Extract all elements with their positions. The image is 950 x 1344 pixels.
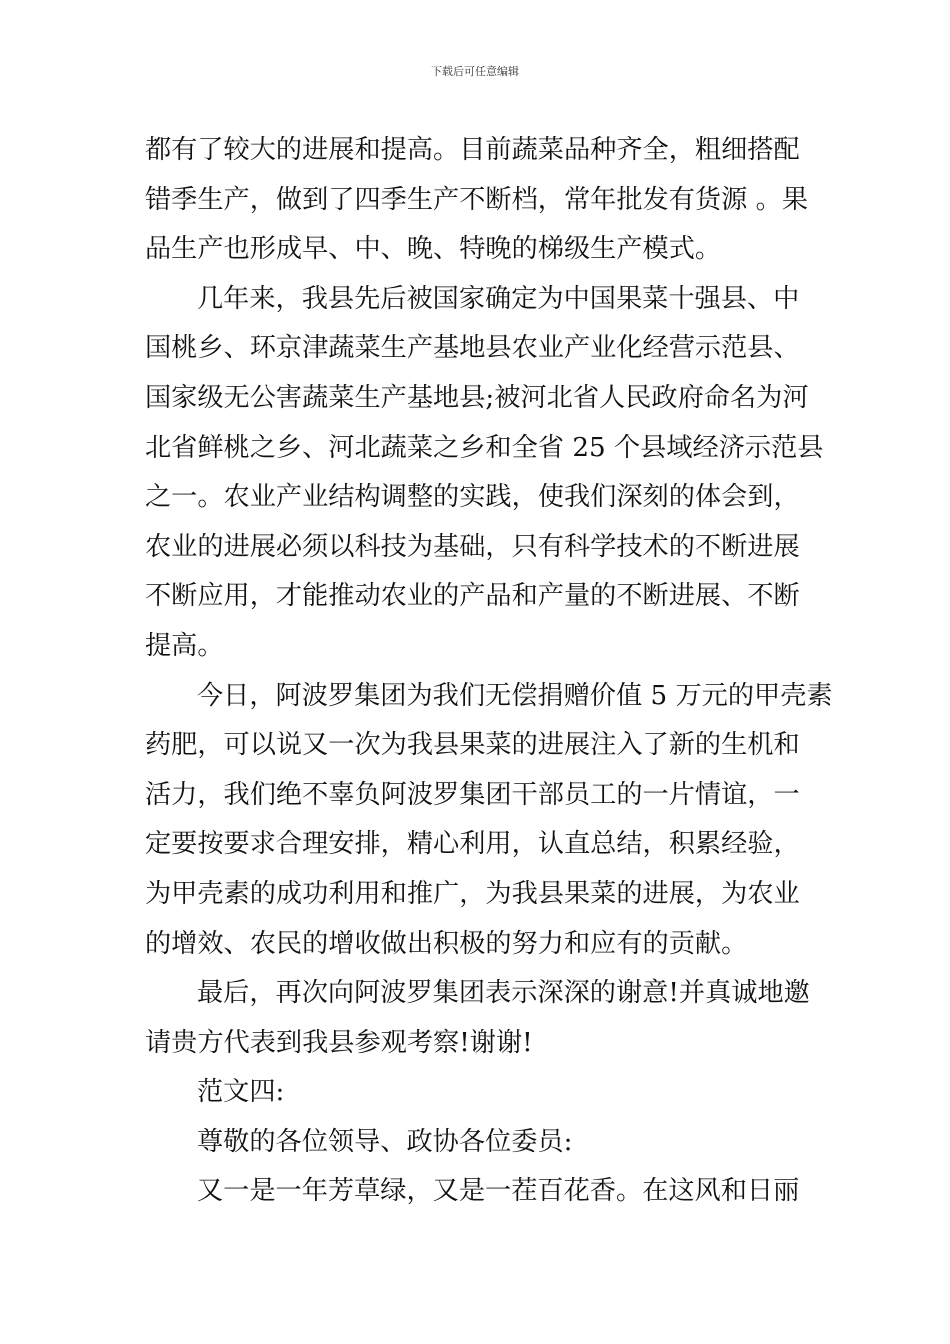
salutation: 尊敬的各位领导、政协各位委员:	[197, 1126, 573, 1157]
text-line: 国桃乡、环京津蔬菜生产基地县农业产业化经营示范县、	[145, 333, 800, 364]
text-line: 品生产也形成早、中、晚、特晚的梯级生产模式。	[145, 234, 722, 265]
text-line: 请贵方代表到我县参观考察!谢谢!	[145, 1027, 533, 1058]
text-line: 活力，我们绝不辜负阿波罗集团干部员工的一片情谊，一	[145, 779, 800, 810]
paragraph-first-line: 又一是一年芳草绿，又是一茬百花香。在这风和日丽	[197, 1176, 800, 1207]
page-header: 下载后可任意编辑	[431, 65, 519, 78]
paragraph-first-line: 最后，再次向阿波罗集团表示深深的谢意!并真诚地邀	[197, 978, 810, 1009]
text-line: 不断应用，才能推动农业的产品和产量的不断进展、不断	[145, 581, 800, 612]
text-line: 的增效、农民的增收做出积极的努力和应有的贡献。	[145, 928, 748, 959]
text-line: 都有了较大的进展和提高。目前蔬菜品种齐全，粗细搭配	[145, 135, 800, 165]
text-line: 药肥，可以说又一次为我县果菜的进展注入了新的生机和	[145, 730, 800, 761]
text-line: 错季生产，做到了四季生产不断档，常年批发有货源 。果	[145, 184, 809, 215]
document-body	[145, 126, 833, 1217]
text-line: 为甲壳素的成功利用和推广，为我县果菜的进展，为农业	[145, 878, 800, 909]
text-line: 农业的进展必须以科技为基础，只有科学技术的不断进展	[145, 531, 800, 562]
text-line: 定要按要求合理安排，精心利用，认直总结，积累经验，	[145, 829, 800, 860]
text-line: 国家级无公害蔬菜生产基地县;被河北省人民政府命名为河	[145, 382, 809, 413]
paragraph-first-line: 今日，阿波罗集团为我们无偿捐赠价值 5 万元的甲壳素	[197, 680, 833, 711]
text-line: 北省鲜桃之乡、河北蔬菜之乡和全省 25 个县域经济示范县	[145, 432, 824, 463]
text-line: 之一。农业产业结构调整的实践，使我们深刻的体会到，	[145, 482, 800, 513]
section-heading: 范文四:	[197, 1077, 285, 1108]
text-line: 提高。	[145, 630, 224, 661]
paragraph-first-line: 几年来，我县先后被国家确定为中国果菜十强县、中	[197, 283, 800, 314]
